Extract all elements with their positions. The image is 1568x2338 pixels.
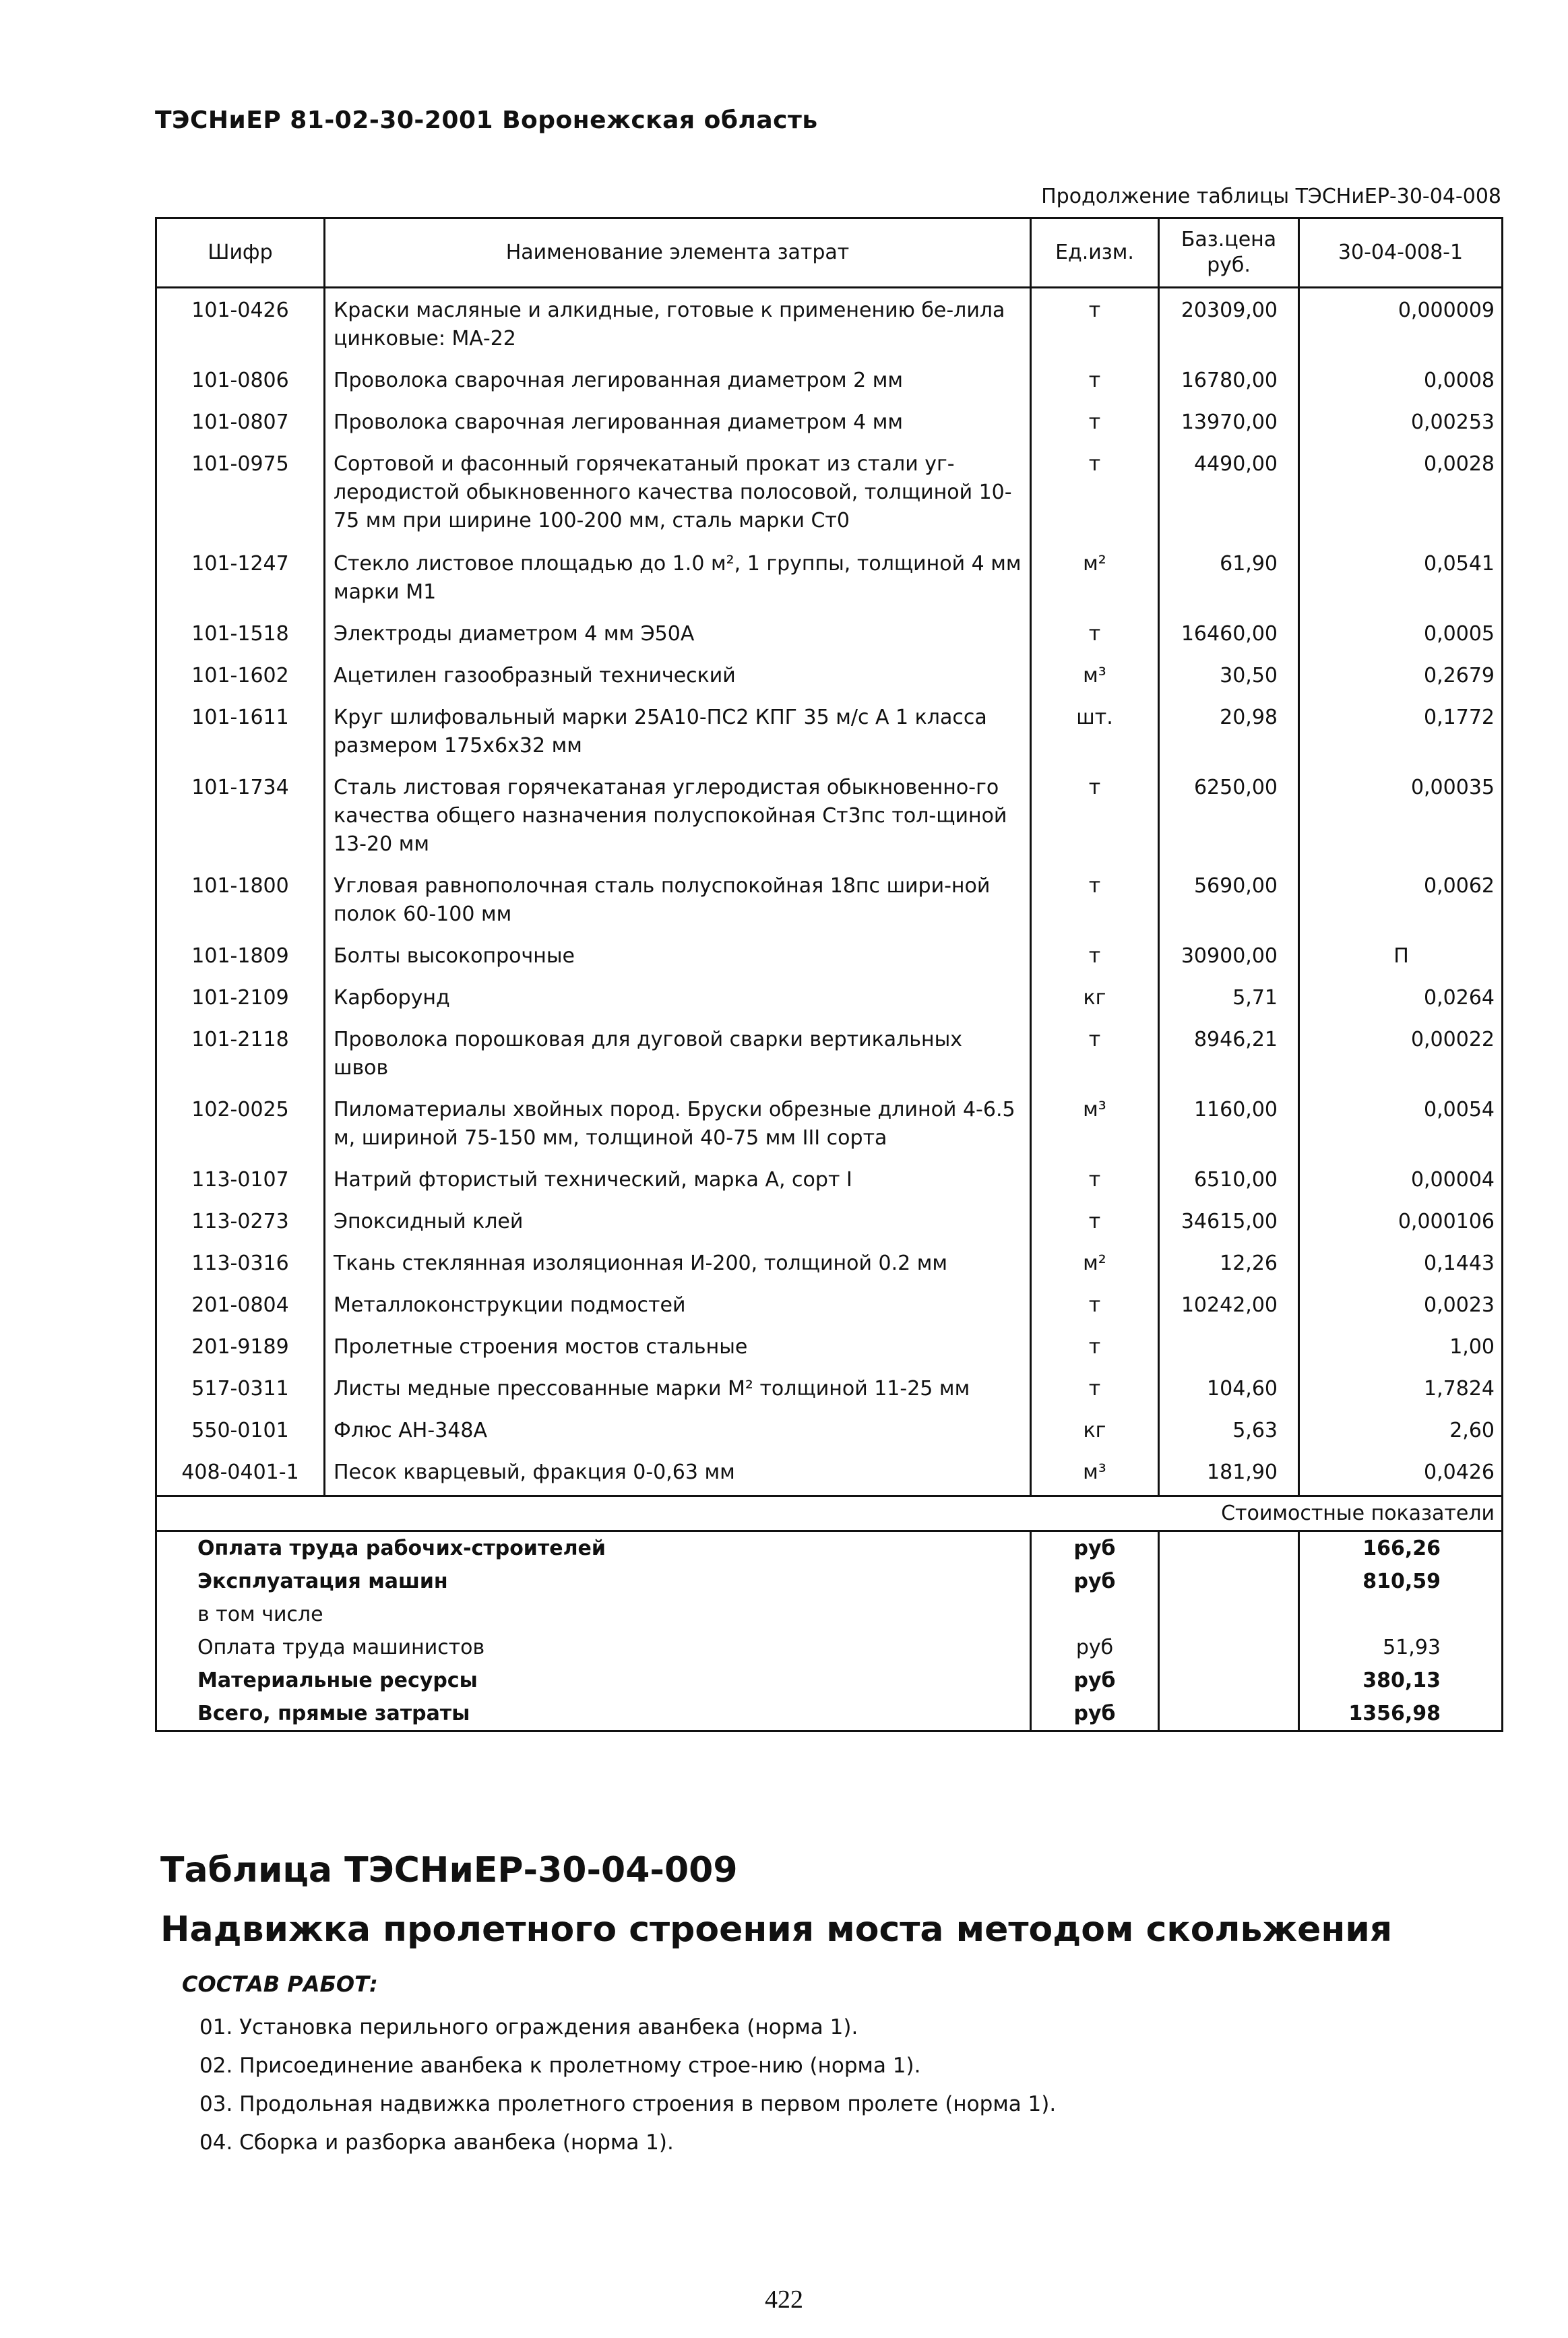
cell-unit: м³ [1031, 654, 1159, 696]
cell-name: Листы медные прессованные марки М² толщиной 11-25 мм [325, 1367, 1031, 1409]
work-list [199, 2008, 1056, 2162]
summary-empty [1159, 1598, 1299, 1631]
cell-price: 5,71 [1159, 976, 1299, 1018]
cell-name: Круг шлифовальный марки 25А10-ПС2 КПГ 35 м/с А 1 класса размером 175х6х32 мм [325, 696, 1031, 766]
cell-name: Ацетилен газообразный технический [325, 654, 1031, 696]
cell-norm: 0,0028 [1299, 442, 1503, 542]
table-row [156, 1325, 1503, 1367]
table-header-row [156, 218, 1503, 288]
cell-unit: м² [1031, 1241, 1159, 1283]
summary-empty [1159, 1697, 1299, 1731]
summary-empty [1159, 1565, 1299, 1598]
cell-code: 113-0316 [156, 1241, 325, 1283]
header-price: Баз.цена руб. [1159, 218, 1299, 288]
cell-unit: т [1031, 864, 1159, 934]
cell-price [1159, 1325, 1299, 1367]
cell-name: Электроды диаметром 4 мм Э50А [325, 612, 1031, 654]
cell-name: Болты высокопрочные [325, 934, 1031, 976]
cell-norm: 0,00035 [1299, 766, 1503, 864]
cell-code: 550-0101 [156, 1409, 325, 1450]
cell-norm: 0,00004 [1299, 1158, 1503, 1200]
cell-norm: 0,0054 [1299, 1088, 1503, 1158]
cell-unit: кг [1031, 976, 1159, 1018]
cell-code: 101-1800 [156, 864, 325, 934]
cell-price: 30,50 [1159, 654, 1299, 696]
cell-unit: кг [1031, 1409, 1159, 1450]
cell-norm: 0,1772 [1299, 696, 1503, 766]
cell-name: Проволока порошковая для дуговой сварки вертикальных швов [325, 1018, 1031, 1088]
cell-price: 12,26 [1159, 1241, 1299, 1283]
cell-code: 101-1611 [156, 696, 325, 766]
cell-unit: м² [1031, 542, 1159, 612]
cell-name: Карборунд [325, 976, 1031, 1018]
cell-name: Сортовой и фасонный горячекатаный прокат из стали уг-леродистой обыкновенного качества полосовой, толщиной 10-75 мм при ширине 100-200 мм, сталь марки Ст0 [325, 442, 1031, 542]
summary-value: 810,59 [1299, 1565, 1503, 1598]
cell-name: Сталь листовая горячекатаная углеродистая обыкновенно-го качества общего назначения полуспокойная Ст3пс тол-щиной 13-20 мм [325, 766, 1031, 864]
cell-unit: шт. [1031, 696, 1159, 766]
cell-name: Ткань стеклянная изоляционная И-200, толщиной 0.2 мм [325, 1241, 1031, 1283]
table-row [156, 1283, 1503, 1325]
table-row [156, 696, 1503, 766]
summary-label: Эксплуатация машин [156, 1565, 1031, 1598]
cell-name: Краски масляные и алкидные, готовые к применению бе-лила цинковые: МА-22 [325, 288, 1031, 359]
table-row [156, 1018, 1503, 1088]
cell-code: 101-2118 [156, 1018, 325, 1088]
summary-unit: руб [1031, 1531, 1159, 1566]
summary-unit: руб [1031, 1631, 1159, 1664]
cell-price: 30900,00 [1159, 934, 1299, 976]
cell-unit: т [1031, 1018, 1159, 1088]
table-row [156, 359, 1503, 400]
cell-unit: т [1031, 288, 1159, 359]
table-row [156, 1367, 1503, 1409]
cell-unit: т [1031, 1200, 1159, 1241]
header-norm: 30-04-008-1 [1299, 218, 1503, 288]
cell-price: 13970,00 [1159, 400, 1299, 442]
work-item: 03. Продольная надвижка пролетного строения в первом пролете (норма 1). [199, 2092, 1057, 2116]
cell-price: 10242,00 [1159, 1283, 1299, 1325]
table-row [156, 766, 1503, 864]
cell-name: Эпоксидный клей [325, 1200, 1031, 1241]
cell-unit: т [1031, 400, 1159, 442]
table-row [156, 442, 1503, 542]
summary-row [156, 1631, 1503, 1664]
cell-price: 5690,00 [1159, 864, 1299, 934]
cell-norm: 0,0008 [1299, 359, 1503, 400]
cell-norm: 0,0264 [1299, 976, 1503, 1018]
cell-code: 101-1809 [156, 934, 325, 976]
table-row [156, 612, 1503, 654]
cell-price: 16460,00 [1159, 612, 1299, 654]
cell-code: 101-1518 [156, 612, 325, 654]
cell-code: 101-0806 [156, 359, 325, 400]
cell-code: 101-2109 [156, 976, 325, 1018]
materials-table [155, 217, 1503, 1732]
table-row [156, 1409, 1503, 1450]
summary-value: 380,13 [1299, 1664, 1503, 1697]
cell-unit: т [1031, 612, 1159, 654]
table-row [156, 1088, 1503, 1158]
cell-unit: т [1031, 359, 1159, 400]
cell-name: Проволока сварочная легированная диаметром 2 мм [325, 359, 1031, 400]
cell-norm: 0,1443 [1299, 1241, 1503, 1283]
cell-price: 20,98 [1159, 696, 1299, 766]
cell-price: 6510,00 [1159, 1158, 1299, 1200]
document-header: ТЭСНиЕР 81-02-30-2001 Воронежская область [155, 106, 818, 134]
summary-value: 1356,98 [1299, 1697, 1503, 1731]
summary-label: Материальные ресурсы [156, 1664, 1031, 1697]
summary-unit: руб [1031, 1697, 1159, 1731]
cell-norm: 0,000009 [1299, 288, 1503, 359]
summary-row [156, 1697, 1503, 1731]
cell-code: 101-1247 [156, 542, 325, 612]
cell-price: 61,90 [1159, 542, 1299, 612]
cell-norm: 0,0005 [1299, 612, 1503, 654]
cell-norm: 0,2679 [1299, 654, 1503, 696]
cell-price: 6250,00 [1159, 766, 1299, 864]
summary-row [156, 1565, 1503, 1598]
cost-indicators-title: Стоимостные показатели [156, 1496, 1503, 1531]
cell-code: 408-0401-1 [156, 1450, 325, 1496]
table-row [156, 1200, 1503, 1241]
summary-unit: руб [1031, 1664, 1159, 1697]
cell-norm: 0,000106 [1299, 1200, 1503, 1241]
cell-code: 101-0975 [156, 442, 325, 542]
summary-value [1299, 1598, 1503, 1631]
cell-norm: 1,00 [1299, 1325, 1503, 1367]
summary-row [156, 1664, 1503, 1697]
cell-norm: 0,00253 [1299, 400, 1503, 442]
cell-price: 1160,00 [1159, 1088, 1299, 1158]
cell-unit: м³ [1031, 1450, 1159, 1496]
cell-price: 104,60 [1159, 1367, 1299, 1409]
cell-norm: 0,0062 [1299, 864, 1503, 934]
cell-name: Пиломатериалы хвойных пород. Бруски обрезные длиной 4-6.5 м, шириной 75-150 мм, толщиной 40-75 мм III сорта [325, 1088, 1031, 1158]
cell-name: Натрий фтористый технический, марка А, сорт I [325, 1158, 1031, 1200]
header-unit: Ед.изм. [1031, 218, 1159, 288]
cell-code: 201-0804 [156, 1283, 325, 1325]
cell-norm: П [1299, 934, 1503, 976]
table-row [156, 1158, 1503, 1200]
summary-empty [1159, 1531, 1299, 1566]
cell-price: 181,90 [1159, 1450, 1299, 1496]
cell-code: 517-0311 [156, 1367, 325, 1409]
table-row [156, 542, 1503, 612]
cell-code: 201-9189 [156, 1325, 325, 1367]
cell-name: Стекло листовое площадью до 1.0 м², 1 группы, толщиной 4 мм марки М1 [325, 542, 1031, 612]
summary-row [156, 1598, 1503, 1631]
work-item: 02. Присоединение аванбека к пролетному строе-нию (норма 1). [199, 2054, 921, 2078]
cell-price: 34615,00 [1159, 1200, 1299, 1241]
cell-unit: т [1031, 442, 1159, 542]
page-number: 422 [765, 2285, 803, 2314]
summary-empty [1159, 1631, 1299, 1664]
summary-row [156, 1531, 1503, 1566]
cell-unit: т [1031, 1283, 1159, 1325]
cell-code: 101-0807 [156, 400, 325, 442]
cell-norm: 1,7824 [1299, 1367, 1503, 1409]
summary-label: Всего, прямые затраты [156, 1697, 1031, 1731]
summary-empty [1159, 1664, 1299, 1697]
cell-name: Металлоконструкции подмостей [325, 1283, 1031, 1325]
cell-code: 101-1602 [156, 654, 325, 696]
table-row [156, 400, 1503, 442]
next-table-subtitle: Надвижка пролетного строения моста методом скольжения [160, 1909, 1393, 1950]
summary-label: Оплата труда рабочих-строителей [156, 1531, 1031, 1566]
cell-norm: 0,0426 [1299, 1450, 1503, 1496]
cell-code: 102-0025 [156, 1088, 325, 1158]
cell-name: Песок кварцевый, фракция 0-0,63 мм [325, 1450, 1031, 1496]
cell-price: 8946,21 [1159, 1018, 1299, 1088]
table-row [156, 864, 1503, 934]
table-row [156, 1450, 1503, 1496]
cell-price: 4490,00 [1159, 442, 1299, 542]
summary-value: 166,26 [1299, 1531, 1503, 1566]
work-item: 01. Установка перильного ограждения аванбека (норма 1). [199, 2015, 858, 2039]
cell-price: 20309,00 [1159, 288, 1299, 359]
cell-name: Пролетные строения мостов стальные [325, 1325, 1031, 1367]
cell-price: 16780,00 [1159, 359, 1299, 400]
cell-unit: т [1031, 1325, 1159, 1367]
table-row [156, 934, 1503, 976]
summary-unit: руб [1031, 1565, 1159, 1598]
table-row [156, 654, 1503, 696]
cell-code: 113-0107 [156, 1158, 325, 1200]
cell-norm: 0,0541 [1299, 542, 1503, 612]
cell-unit: т [1031, 1158, 1159, 1200]
table-row [156, 976, 1503, 1018]
next-table-title: Таблица ТЭСНиЕР-30-04-009 [160, 1850, 738, 1890]
header-name: Наименование элемента затрат [325, 218, 1031, 288]
table-row [156, 288, 1503, 359]
work-composition-heading: СОСТАВ РАБОТ: [182, 1971, 378, 1997]
cell-code: 113-0273 [156, 1200, 325, 1241]
cell-norm: 0,00022 [1299, 1018, 1503, 1088]
summary-label: в том числе [156, 1598, 1031, 1631]
summary-label: Оплата труда машинистов [156, 1631, 1031, 1664]
cell-code: 101-1734 [156, 766, 325, 864]
cell-unit: т [1031, 934, 1159, 976]
cell-unit: т [1031, 1367, 1159, 1409]
cell-unit: т [1031, 766, 1159, 864]
cell-unit: м³ [1031, 1088, 1159, 1158]
summary-unit [1031, 1598, 1159, 1631]
header-code: Шифр [156, 218, 325, 288]
cell-name: Проволока сварочная легированная диаметром 4 мм [325, 400, 1031, 442]
work-item: 04. Сборка и разборка аванбека (норма 1). [199, 2130, 674, 2155]
cell-norm: 2,60 [1299, 1409, 1503, 1450]
summary-value: 51,93 [1299, 1631, 1503, 1664]
cell-name: Угловая равнополочная сталь полуспокойная 18пс шири-ной полок 60-100 мм [325, 864, 1031, 934]
cell-norm: 0,0023 [1299, 1283, 1503, 1325]
table-row [156, 1241, 1503, 1283]
cell-price: 5,63 [1159, 1409, 1299, 1450]
cell-code: 101-0426 [156, 288, 325, 359]
cell-name: Флюс АН-348А [325, 1409, 1031, 1450]
cost-indicators-row [156, 1496, 1503, 1531]
table-continuation-caption: Продолжение таблицы ТЭСНиЕР-30-04-008 [1041, 185, 1501, 208]
